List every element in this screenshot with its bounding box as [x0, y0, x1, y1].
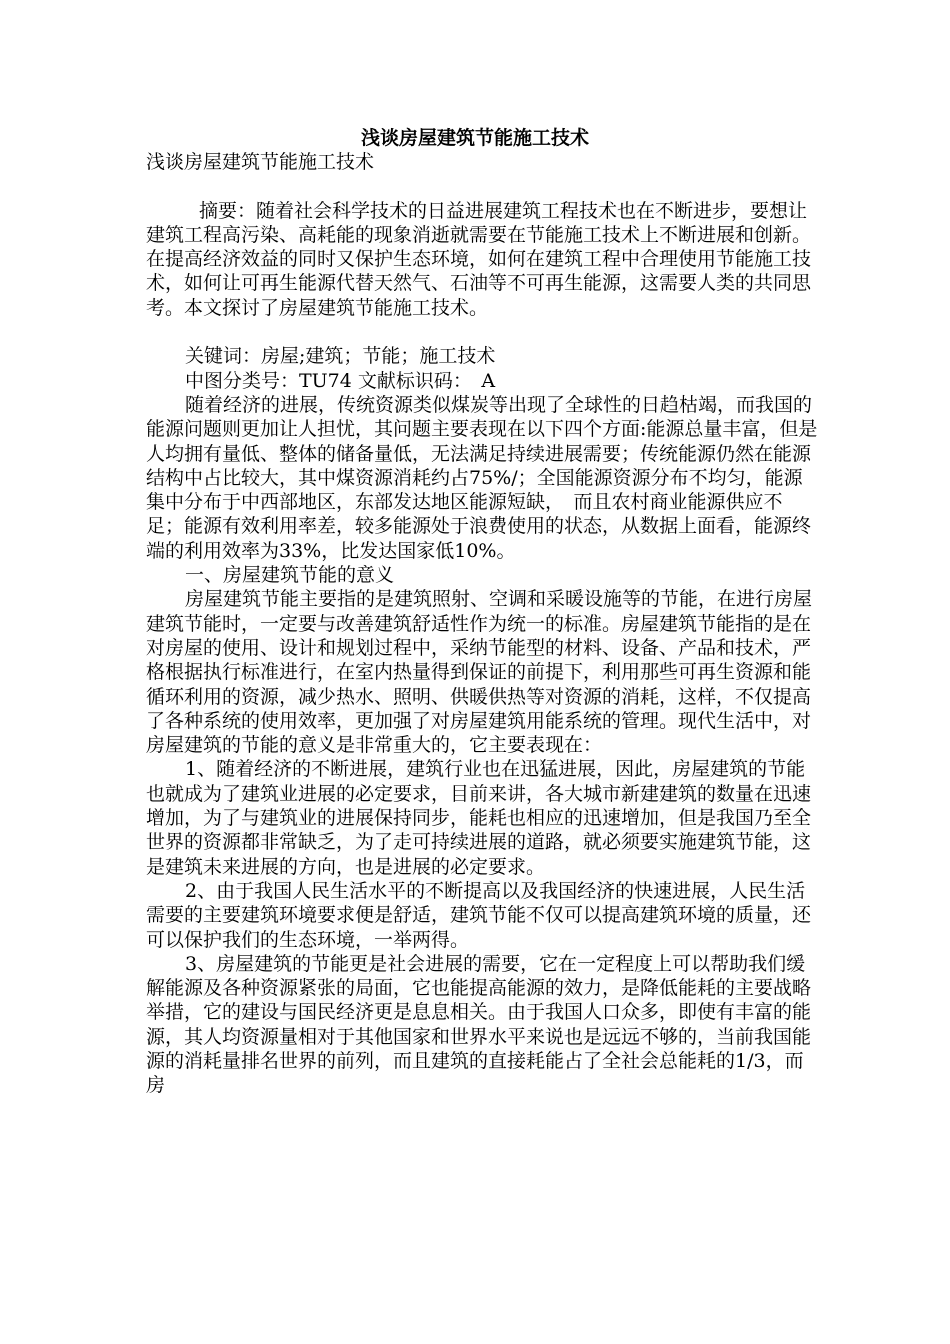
abstract-paragraph: 摘要：随着社会科学技术的日益进展建筑工程技术也在不断进步，要想让建筑工程高污染、高耗能的现象消逝就需要在节能施工技术上不断进展和创新。在提高经济效益的同时又保护生态环境，如何在建筑工程中合理使用节能施工技术，如何让可再生能源代替天然气、石油等不可再生能源，这需要人类的共同思考。本文探讨了房屋建筑节能施工技术。: [146, 199, 812, 319]
list-item: 1、随着经济的不断进展，建筑行业也在迅猛进展，因此，房屋建筑的节能也就成为了建筑业进展的必定要求，目前来讲，各大城市新建建筑的数量在迅速增加，为了与建筑业的进展保持同步，能耗也相应的迅速增加，但是我国乃至全世界的资源都非常缺乏，为了走可持续进展的道路，就必须要实施建筑节能，这是建筑未来进展的方向，也是进展的必定要求。: [146, 758, 812, 878]
keywords-line: 关键词：房屋;建筑；节能；施工技术: [185, 345, 496, 368]
list-item: 2、由于我国人民生活水平的不断提高以及我国经济的快速进展，人民生活需要的主要建筑环境要求便是舒适，建筑节能不仅可以提高建筑环境的质量，还可以保护我们的生态环境，一举两得。: [146, 879, 812, 951]
body-paragraph: 房屋建筑节能主要指的是建筑照射、空调和采暖设施等的节能，在进行房屋建筑节能时，一定要与改善建筑舒适性作为统一的标准。房屋建筑节能指的是在对房屋的使用、设计和规划过程中，采纳节能型的材料、设备、产品和技术，严格根据执行标准进行，在室内热量得到保证的前提下，利用那些可再生资源和能循环利用的资源，减少热水、照明、供暖供热等对资源的消耗，这样，不仅提高了各种系统的使用效率，更加强了对房屋建筑用能系统的管理。现代生活中，对房屋建筑的节能的意义是非常重大的，它主要表现在：: [146, 588, 813, 757]
blank-line: [146, 320, 818, 344]
classification-line: 中图分类号：TU74 文献标识码： A: [185, 369, 496, 392]
section-heading: 一、房屋建筑节能的意义: [185, 564, 395, 587]
document-title: 浅谈房屋建筑节能施工技术: [360, 127, 589, 149]
body-paragraph: 随着经济的进展，传统资源类似煤炭等出现了全球性的日趋枯竭，而我国的能源问题则更加让人担忧，其问题主要表现在以下四个方面:能源总量丰富，但是人均拥有量低、整体的储备量低，无法满足持续进展需要；传统能源仍然在能源结构中占比较大，其中煤资源消耗约占75%/；全国能源资源分布不均匀，能源集中分布于中西部地区，东部发达地区能源短缺， 而且农村商业能源供应不足；能源有效利用率差，较多能源处于浪费使用的状态，从数据上面看，能源终端的利用效率为33%，比发达国家低10%。: [146, 393, 818, 562]
document-subtitle: 浅谈房屋建筑节能施工技术: [146, 151, 375, 173]
blank-line: [146, 174, 818, 198]
document-body: [146, 150, 818, 1098]
list-item: 3、房屋建筑的节能更是社会进展的需要，它在一定程度上可以帮助我们缓解能源及各种资源紧张的局面，它也能提高能源的效力，是降低能耗的主要战略举措，它的建设与国民经济更是息息相关。由于我国人口众多，即使有丰富的能源，其人均资源量相对于其他国家和世界水平来说也是远远不够的，当前我国能源的消耗量排名世界的前列，而且建筑的直接耗能占了全社会总能耗的1/3，而房: [146, 952, 812, 1097]
